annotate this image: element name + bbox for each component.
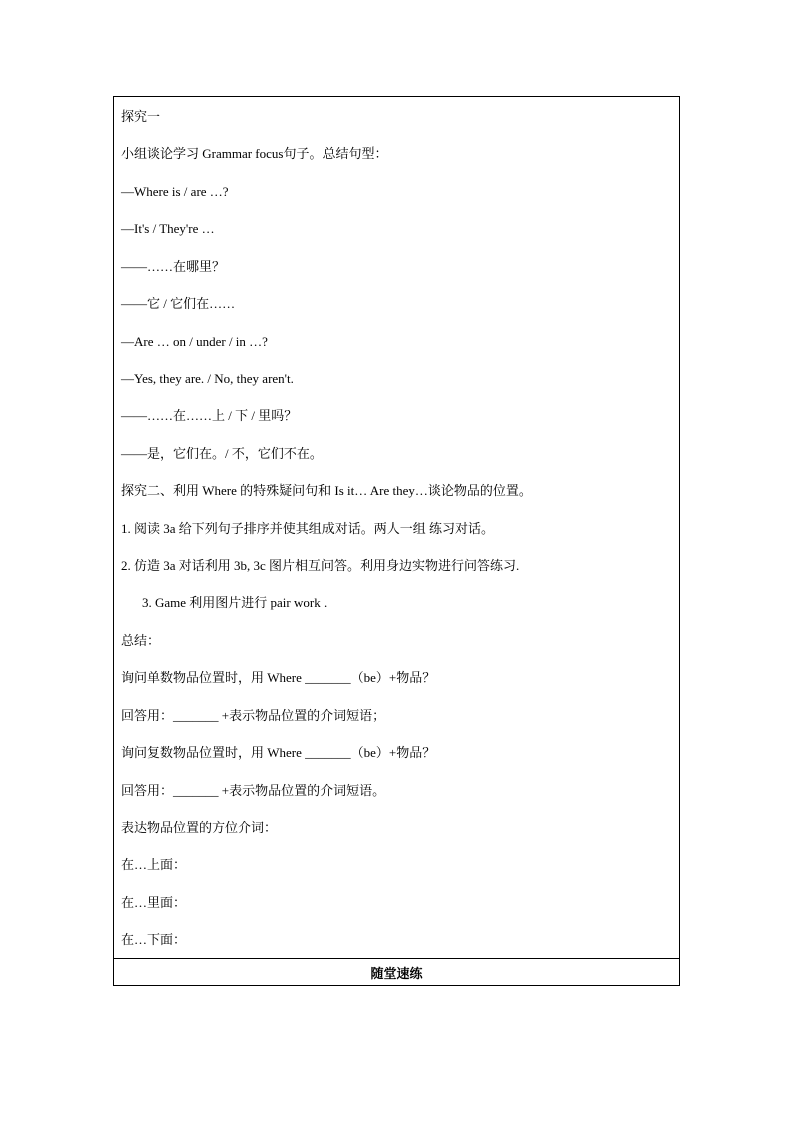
summary-line: 表达物品位置的方位介词： bbox=[121, 820, 278, 835]
footer-title: 随堂速练 bbox=[370, 966, 423, 982]
pattern-line: —It's / They're … bbox=[121, 221, 215, 236]
step-line: 2. 仿造 3a 对话利用 3b, 3c 图片相互问答。利用身边实物进行问答练习. bbox=[121, 558, 520, 573]
summary-line: 询问复数物品位置时，用 Where _______（be）+物品？ bbox=[121, 745, 436, 760]
pattern-line: ——它 / 它们在…… bbox=[121, 296, 236, 311]
pattern-line: —Yes, they are. / No, they aren't. bbox=[121, 371, 294, 386]
summary-line: 在…里面： bbox=[121, 895, 187, 910]
pattern-line: —Are … on / under / in …? bbox=[121, 334, 268, 349]
summary-line: 在…下面： bbox=[121, 932, 187, 947]
section-one-instruction: 小组谈论学习 Grammar focus句子。总结句型： bbox=[121, 146, 388, 161]
section-one-heading: 探究一 bbox=[121, 109, 161, 124]
pattern-line: ——……在……上 / 下 / 里吗？ bbox=[121, 408, 298, 423]
summary-line: 回答用：_______ +表示物品位置的介词短语； bbox=[121, 708, 386, 723]
step-line: 1. 阅读 3a 给下列句子排序并使其组成对话。两人一组 练习对话。 bbox=[121, 521, 495, 536]
summary-line: 在…上面： bbox=[121, 857, 187, 872]
pattern-line: ——……在哪里？ bbox=[121, 259, 226, 274]
summary-heading: 总结： bbox=[121, 633, 161, 648]
summary-line: 回答用：_______ +表示物品位置的介词短语。 bbox=[121, 783, 386, 798]
content-cell bbox=[114, 97, 679, 959]
step-line: 3. Game 利用图片进行 pair work . bbox=[142, 595, 328, 610]
pattern-line: —Where is / are …? bbox=[121, 184, 229, 199]
summary-line: 询问单数物品位置时，用 Where _______（be）+物品？ bbox=[121, 670, 436, 685]
pattern-line: ——是，它们在。/ 不，它们不在。 bbox=[121, 446, 323, 461]
worksheet-table bbox=[113, 96, 680, 986]
section-two-heading: 探究二、利用 Where 的特殊疑问句和 Is it… Are they…谈论物品的位置。 bbox=[121, 483, 532, 498]
